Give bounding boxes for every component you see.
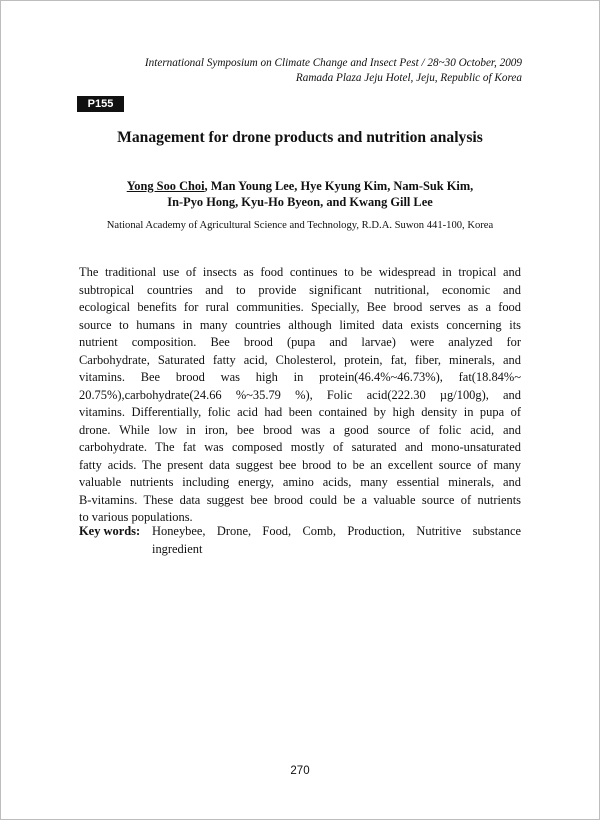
abstract-line: ecological benefits for rural communities. Specially, Bee brood serves as a food — [79, 300, 521, 314]
abstract-line: carbohydrate. The fat was composed mostly of saturated and mono-unsaturated — [79, 440, 521, 454]
presenting-author: Yong Soo Choi — [126, 179, 205, 193]
keywords-line-1: Honeybee, Drone, Food, Comb, Production, Nutritive substance — [152, 524, 521, 538]
abstract-line: vitamins. Bee brood was high in protein(46.4%~46.73%), fat(18.84%~ — [79, 370, 521, 384]
keywords-label: Key words: — [79, 524, 141, 538]
abstract-line: to various populations. — [79, 510, 193, 524]
abstract — [79, 264, 521, 527]
abstract-line: drone. While low in iron, bee brood was a good source of folic acid, and — [79, 422, 521, 437]
abstract-line: valuable nutrients including energy, amino acids, many essential minerals, and — [79, 475, 521, 489]
abstract-line: vitamins. Differentially, folic acid had been contained by high density in pupa of — [79, 405, 521, 419]
abstract-line: B-vitamins. These data suggest bee brood could be a valuable source of nutrients — [79, 492, 521, 507]
conference-header-line2: Ramada Plaza Jeju Hotel, Jeju, Republic of Korea — [295, 72, 522, 84]
keywords-line-2: ingredient — [152, 541, 203, 556]
page-number: 270 — [290, 765, 310, 777]
author-list — [70, 178, 530, 210]
paper-title: Management for drone products and nutrition analysis — [117, 129, 483, 146]
abstract-line: nutrient composition. Bee brood (pupa and larvae) were analyzed for — [79, 335, 521, 349]
author-line-1 — [70, 178, 530, 194]
affiliation: National Academy of Agricultural Science and Technology, R.D.A. Suwon 441-100, Korea — [106, 220, 494, 231]
abstract-line: fatty acids. The present data suggest bee brood to be an excellent source of many — [79, 457, 521, 472]
abstract-line: source to humans in many countries although limited data exists concerning its — [79, 317, 521, 332]
co-authors-1: , Man Young Lee, Hye Kyung Kim, Nam-Suk Kim, — [204, 179, 474, 193]
abstract-line: The traditional use of insects as food continues to be widespread in tropical and — [79, 265, 521, 279]
author-line-2: In-Pyo Hong, Kyu-Ho Byeon, and Kwang Gill Lee — [167, 195, 433, 209]
abstract-line: Carbohydrate, Saturated fatty acid, Cholesterol, protein, fat, fiber, minerals, and — [79, 352, 521, 367]
abstract-line: 20.75%),carbohydrate(24.66 %~35.79 %), Folic acid(222.30 µg/100g), and — [79, 387, 521, 402]
conference-header-line1: International Symposium on Climate Change and Insect Pest / 28~30 October, 2009 — [144, 57, 522, 69]
poster-id-badge: P155 — [77, 96, 124, 112]
abstract-line: subtropical countries and to provide significant nutritional, economic and — [79, 282, 521, 297]
keywords-list — [152, 523, 521, 558]
conference-header — [82, 56, 522, 86]
